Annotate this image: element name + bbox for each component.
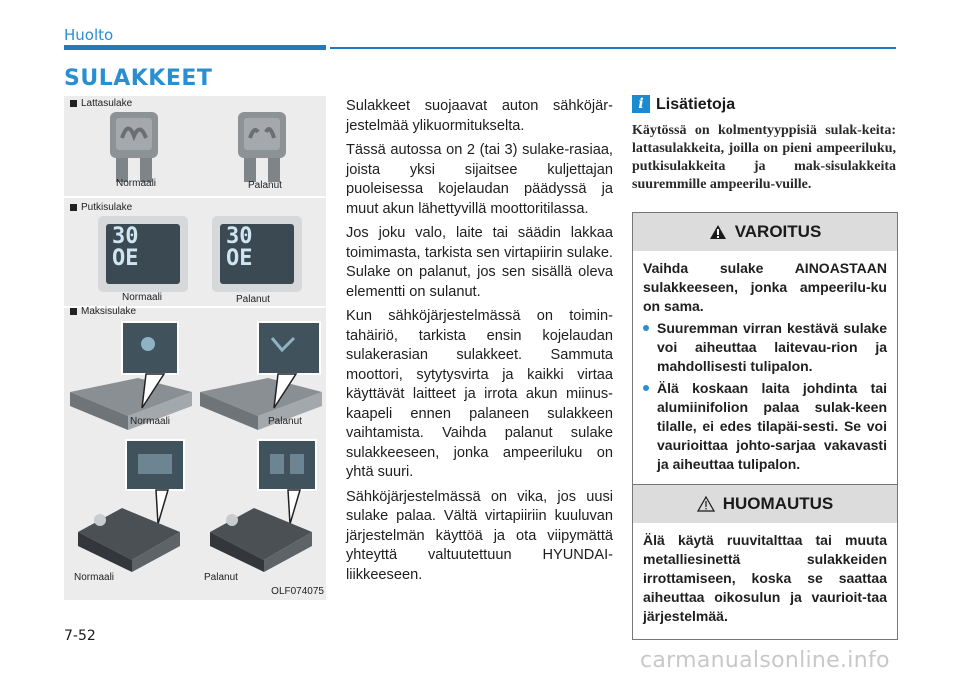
caption-multi-blown-1: Palanut	[268, 416, 302, 427]
paragraph: Sähköjärjestelmässä on vika, jos uusi sulake palaa. Vältä virtapiiriin kuuluvan järjestelmän käyttöä ja ota viipymättä yhteyttä valtuutettuun HYUNDAI-liikkeeseen.	[346, 488, 613, 583]
figure-divider	[64, 196, 326, 198]
page-title: SULAKKEET	[64, 66, 213, 91]
caution-triangle-icon	[697, 496, 715, 512]
header-rule-thick	[64, 45, 326, 50]
paragraph: Kun sähköjärjestelmässä on toimin-tahäiriö, tarkista ensin kojelaudan sulakerasian sulakkeet. Sammuta moottori, sytytysvirta ja kaikki virtaa käyttävät laitteet ja irrota akun miinus-kaapeli ennen palaneen sulakkeen vaihtamista. Vaihda palanut sulake sulakkeeseen, jonka ampeeriluku on yhtä suuri.	[346, 308, 613, 480]
paragraph: Tässä autossa on 2 (tai 3) sulake-rasiaa, joista yksi sijaitsee kuljettajan puoleisessa kojelaudan päädyssä ja muut akun lähettyvillä moottoritilassa.	[346, 142, 613, 217]
fig-group-label: Lattasulake	[81, 98, 133, 109]
fig-group-cartridge	[70, 202, 132, 213]
header-rule-thin	[330, 47, 896, 49]
info-heading: Lisätietoja	[656, 96, 736, 113]
watermark: carmanualsonline.info	[640, 648, 890, 673]
caution-body	[633, 523, 897, 639]
section-title: Huolto	[64, 26, 114, 44]
warning-intro: Vaihda sulake AINOASTAAN sulakkeeseen, jonka ampeerilu-ku on sama.	[643, 260, 887, 314]
info-text: Käytössä on kolmentyyppisiä sulak-keita: lattasulakkeita, joilla on pieni ampeeriluku, putkisulakkeita ja mak-sisulakkeita suuremmille ampeerilu-vuille.	[632, 123, 896, 192]
square-bullet-icon	[70, 100, 77, 107]
warning-title: VAROITUS	[734, 222, 822, 241]
multi-fuse-block-normal-image	[72, 436, 192, 576]
fig-group-multi	[70, 306, 136, 317]
page-number: 7-52	[64, 628, 96, 644]
bullet-dot-icon	[643, 325, 649, 331]
fig-group-label: Putkisulake	[81, 202, 133, 213]
caption-cartridge-blown: Palanut	[236, 294, 270, 305]
caption-blade-normal: Normaali	[116, 178, 157, 189]
fuse-figure	[64, 96, 326, 600]
multi-fuse-block-blown-image	[204, 436, 324, 576]
warning-box	[632, 212, 898, 488]
bullet-dot-icon	[643, 385, 649, 391]
blade-fuse-blown-image	[236, 110, 288, 186]
caution-text: Älä käytä ruuvitalttaa tai muuta metalliesinettä sulakkeiden irrottamiseen, koska se saattaa aiheuttaa oikosulun ja vaurioit-taa järjestelmää.	[643, 532, 887, 624]
info-icon: i	[632, 95, 650, 113]
caution-header	[633, 485, 897, 523]
caution-title: HUOMAUTUS	[722, 494, 834, 513]
caption-multi-normal-2: Normaali	[74, 572, 115, 583]
body-text	[346, 97, 613, 590]
square-bullet-icon	[70, 204, 77, 211]
warning-header	[633, 213, 897, 251]
caution-box	[632, 484, 898, 640]
warning-body	[633, 251, 897, 487]
square-bullet-icon	[70, 308, 77, 315]
blade-fuse-normal-image	[108, 110, 160, 186]
multi-fuse-blown-image	[198, 318, 324, 442]
fig-group-label: Maksisulake	[81, 306, 137, 317]
paragraph: Jos joku valo, laite tai säädin lakkaa toimimasta, tarkista sen virtapiirin sulake. Sulake on palanut, jos sen sisällä oleva elementti on sulanut.	[346, 225, 613, 300]
warning-bullet: Älä koskaan laita johdinta tai alumiinifolion palaa sulak-keen tilalle, ei edes tilapäi-sesti. Se voi vaurioittaa johto-sarjaa vakavasti ja aiheuttaa tulipalon.	[643, 379, 887, 474]
paragraph: Sulakkeet suojaavat auton sähköjär-jestelmää ylikuormitukselta.	[346, 98, 613, 134]
caption-cartridge-normal: Normaali	[122, 292, 163, 303]
warning-triangle-icon	[709, 224, 727, 240]
cartridge-fuse-blown-image: 30 OE	[212, 216, 302, 292]
warning-bullet: Suuremman virran kestävä sulake voi aiheuttaa laitevau-rion ja mahdollisesti tulipalon.	[643, 319, 887, 376]
caption-blade-blown: Palanut	[248, 180, 282, 191]
caption-multi-normal-1: Normaali	[130, 416, 171, 427]
caption-multi-blown-2: Palanut	[204, 572, 238, 583]
fig-group-blade	[70, 98, 132, 109]
cartridge-fuse-normal-image: 30 OE	[98, 216, 188, 292]
figure-code: OLF074075	[271, 586, 324, 597]
